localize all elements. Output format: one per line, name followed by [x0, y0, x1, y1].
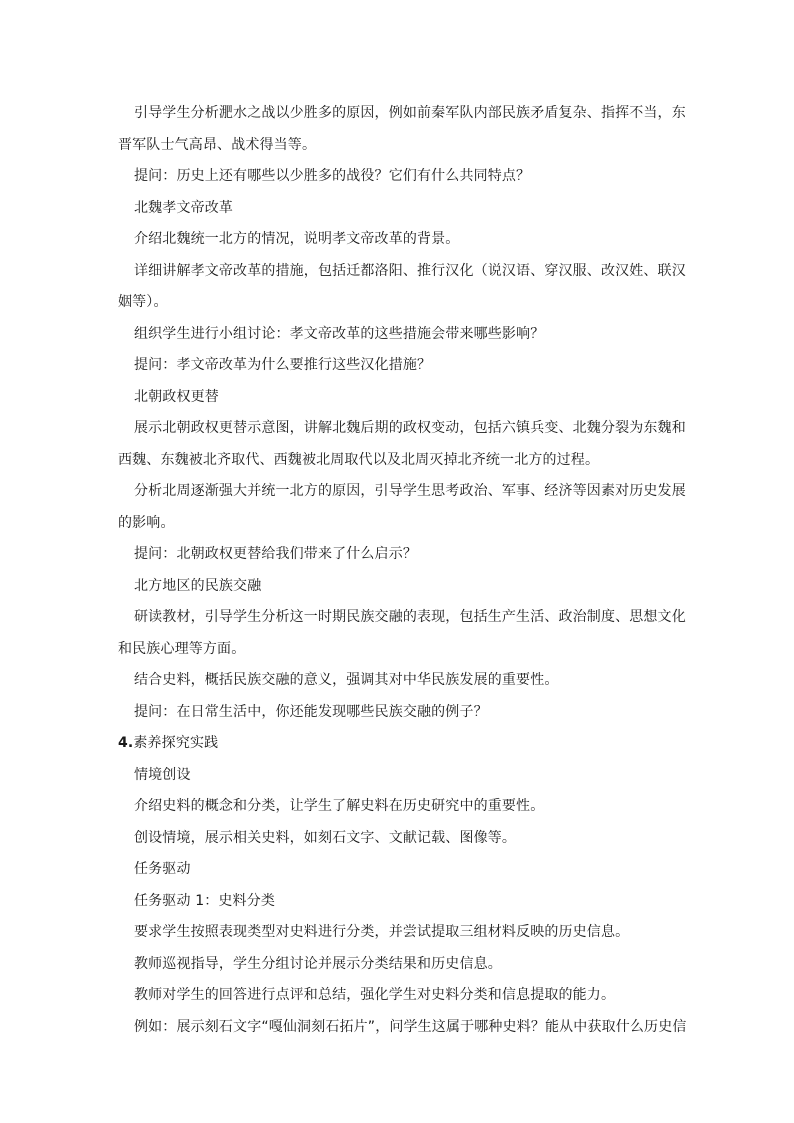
paragraph-line: 教师对学生的回答进行点评和总结，强化学生对史料分类和信息提取的能力。 [134, 987, 616, 1003]
paragraph-line: 组织学生进行小组讨论：孝文帝改革的这些措施会带来哪些影响？ [134, 325, 545, 342]
question-line: 提问：在日常生活中，你还能发现哪些民族交融的例子？ [134, 703, 488, 720]
question-line: 提问：北朝政权更替给我们带来了什么启示？ [134, 546, 417, 562]
paragraph-line: 和民族心理等方面。 [118, 640, 246, 657]
subheading: 任务驱动 [134, 861, 191, 877]
paragraph-line: 介绍北魏统一北方的情况，说明孝文帝改革的背景。 [134, 231, 460, 247]
section-title: 素养探究实践 [133, 735, 219, 751]
paragraph-line: 介绍史料的概念和分类，让学生了解史料在历史研究中的重要性。 [134, 798, 545, 814]
subheading: 北魏孝文帝改革 [134, 199, 234, 216]
paragraph-line: 晋军队士气高昂、战术得当等。 [118, 136, 317, 153]
document-body [118, 98, 687, 1043]
paragraph-line: 研读教材，引导学生分析这一时期民族交融的表现，包括生产生活、政治制度、思想文化 [134, 609, 686, 625]
section-heading [118, 728, 678, 760]
subheading: 北方地区的民族交融 [134, 577, 262, 594]
question-line: 提问：孝文帝改革为什么要推行这些汉化措施？ [134, 357, 432, 373]
subheading: 情境创设 [134, 766, 191, 783]
paragraph-line: 的影响。 [118, 514, 175, 531]
paragraph-line: 例如：展示刻石文字“嘎仙洞刻石拓片”，问学生这属于哪种史料？能从中获取什么历史信 [134, 1018, 687, 1035]
subheading: 北朝政权更替 [134, 388, 219, 405]
paragraph-line: 展示北朝政权更替示意图，讲解北魏后期的政权变动，包括六镇兵变、北魏分裂为东魏和 [134, 420, 686, 436]
paragraph-line: 结合史料，概括民族交融的意义，强调其对中华民族发展的重要性。 [134, 672, 559, 688]
paragraph-line: 要求学生按照表现类型对史料进行分类，并尝试提取三组材料反映的历史信息。 [134, 924, 630, 940]
paragraph-line: 西魏、东魏被北齐取代、西魏被北周取代以及北周灭掉北齐统一北方的过程。 [118, 451, 600, 468]
subheading: 任务驱动 1：史料分类 [134, 892, 276, 909]
paragraph-line: 详细讲解孝文帝改革的措施，包括迁都洛阳、推行汉化（说汉语、穿汉服、改汉姓、联汉 [134, 262, 686, 279]
section-number: 4. [118, 735, 134, 751]
paragraph-line: 引导学生分析淝水之战以少胜多的原因，例如前秦军队内部民族矛盾复杂、指挥不当，东 [134, 105, 686, 121]
question-line: 提问：历史上还有哪些以少胜多的战役？它们有什么共同特点？ [134, 168, 531, 184]
paragraph-line: 姻等）。 [118, 294, 168, 310]
paragraph-line: 创设情境，展示相关史料，如刻石文字、文献记载、图像等。 [134, 829, 517, 846]
paragraph-line: 分析北周逐渐强大并统一北方的原因，引导学生思考政治、军事、经济等因素对历史发展 [134, 483, 686, 499]
paragraph-line: 教师巡视指导，学生分组讨论并展示分类结果和历史信息。 [134, 955, 502, 972]
